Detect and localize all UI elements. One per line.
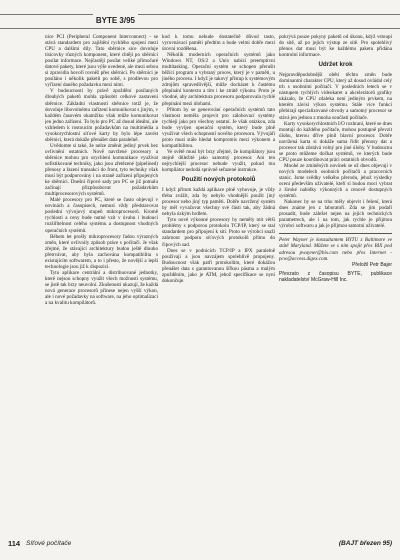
issue-label: (BAJT březen 95) [338, 540, 392, 547]
paragraph: Malé procesory pro PC, které se často objevují v novinách a časopisech, nemusí vždy představovat poslední vývojový stupeň mikroprocesorů. Kromě rychlosti a ceny bude nutné vzít v úvahu i budoucí rozšiřitelnost celého systému a dostupnost vhodných operačních systémů. [45, 197, 158, 234]
paragraph: Tyto aplikace centrální a distribuované jednotky, které nejsou schopny využít všech možností systému, se jistě tak brzy neuvolní. Zkušenosti ukazují, že každá nová generace procesorů přinese nejen vyšší výkon, ale i nové požadavky na software, na jeho optimalizaci a na kvalitu kompilátorů. [45, 269, 158, 307]
translator-credit: Přeložil Petr Bajer [351, 261, 392, 268]
column-3 [279, 34, 392, 532]
paragraph: Nejpravděpodobnější oběti těchto změn bude dominantní charakter CPU, který až dosud ovládal celý trh s osobními počítači. V posledních letech se v nástupem rychlých videokaret a akcelerátorů grafiky ukázalo, že CPU zdaleka není jediným prvkem, na kterém závisí výkon systému. Stále více funkcí přebírají specializované obvody a samotný procesor se stává jen jednou z mnoha součástí počítače. [279, 72, 392, 121]
paragraph: Nakonec by se na trhu měly objevit i řešení, která dnes známe jen z laboratoří. Zda se jim podaří prosadit, bude záležet nejen na jejich technických parametrech, ale i na tom, jak rychle je přijmou výrobci softwaru a jak je přijmou samotní uživatelé. [279, 199, 392, 230]
paragraph: Během let prošly mikroprocesory řadou výrazných změn, které ovlivnily způsob práce s počítači. Je však zřejmé, že stávající architektury budou ještě dlouho přetrvávat, aby byla zachována kompatibilita s existujícím softwarem, a to i přesto, že novější a lepší technologie jsou již k dispozici. [45, 233, 158, 270]
paragraph: nice PCI (Peripheral Component Interconnect) - se stává standardem pro zajištění rychlého spojení mezi CPU a dalšími díly. Tato sběrnice sice dovoluje tisícovky různých komponent, které chtějí po sběrnici posílat informace. Nejčastěji posílat veliké přímočaré datové pakety, které jsou výše uvedené, ale mezi sebou si zpravidla hovoří rovněž přes sběrnici. Po sběrnici je posíláno i několik paketů po sobě, s prodlevou pro vyřízení daného požadavku mezi nimi. [45, 34, 158, 89]
section-heading: Použití nových protokolů [181, 176, 256, 184]
page-number: 114 [8, 539, 21, 548]
section-name: Síťové počítače [26, 540, 72, 547]
divider [279, 233, 392, 234]
author-bio: Peter Wayner je konzultantem BYTU z Baltimore ve státě Maryland. Můžete se s ním spojit přes BIX pod adresou pwayner@bix.com nebo přes Internet - pcw@access.digex.com. [279, 237, 392, 262]
column-1 [45, 34, 158, 532]
paragraph: Ve světě musí být brzy zřejmé, že kompilátory jsou stejně důležité jako samotný procesor. Ani ten nejrychlejší procesor nebude využit, pokud mu kompilátor nedodá správně seřazené instrukce. [162, 148, 275, 174]
paragraph: kud k tomu nebude dostatečně důvod tasto, vyrovnávací paměti předtím a bude velmi dobře mezi úrovní rozdělena. [162, 34, 275, 53]
paragraph: Přitom by se generování operačních systémů tato vlastnost neměla projevit pro zálohovací systémy rychleji jako pro všechny ostatní. Je však otázkou, zda bude vyvíjen operační systém, který bude plně využívat všech schopností nového procesoru. Vývojáři proto musí stále hledat kompromis mezi výkonem a kompatibilitou. [162, 106, 275, 149]
section-heading: Udržet krok [318, 61, 353, 69]
paragraph: I když přitom každá aplikace plně vyhovuje, je vždy třeba zvážit, zda by nebylo vhodnější použít jiný procesor nebo jiný typ paměti. Dobře navržený systém by měl vyvažovat všechny své části tak, aby žádná nebyla úzkým hrdlem. [162, 187, 275, 218]
paragraph: Dnes se v podnicích TCP/IP a IPX paralelně používají a jsou navzájem spolehlivě propojeny. Budoucnost však patří protokolům, které dokážou přenášet data s garantovanou šířkou pásma a malým zpožděním, jako je ATM, jehož specifikace se nyní dokončuje. [162, 247, 275, 284]
running-header: BYTE 3/95 [93, 14, 138, 27]
column-2 [162, 34, 275, 532]
paragraph: Mnohé ze zmíněných novinek se už dnes objevují v nových modelech osobních počítačů a pracovních stanic. Jsme svědky velkého přerodu, jehož výsledky ocení především uživatelé, kteří si budou moci vybrat z široké nabídky výkonných a cenově dostupných systémů. [279, 162, 392, 200]
header-rule [0, 14, 400, 29]
page-footer [0, 539, 400, 549]
paragraph: Několik moderních operačních systémů jako Windows NT, OS/2 a Unix nabízí preemptivní multitasking. Operační systém se schopen přerušit běžící program a vybraný proces, který je v paměti, u jiného procesu. I když je takový přístup k systémovým zdrojům spravedlivější, může docházet k častému přepínání kontextu a tím i ke ztrátě výkonu. Proto je vhodné, aby architektura procesoru podporovala rychlé přepínání mezi úlohami. [162, 52, 275, 107]
paragraph: Uvědomte si také, že nelze změnit jediný prvek bez ovlivnění ostatních. Nově navržené procesory a sběrnice mohou pro urychlení komunikace využívat sofistikované techniky, jako jsou zřetězené (pipelined) přenosy a řazení transakcí do front, tyto techniky však musí být podporovány i na straně zařízení připojených ke sběrnici. Dnešní čipové sady pro PC se již pomalu začínají přizpůsobovat požadavkům multiprocesorových systémů. [45, 142, 158, 198]
paragraph: Tyto nové výkonné procesory by neměly mít větší problémy s podporou protokolu TCP/IP, který se stal standardem pro připojení k síti. Proto se výrobci snaží zahrnout podporu síťových protokolů přímo do čipových sad. [162, 217, 275, 248]
paragraph: Karty vysokorychlostních I/O rozhraní, které se dnes montují do každého počítače, mohou postupně převzít úlohu, kterou dříve plnil hlavní procesor. Dobře navržená karta si dokáže sama řídit přenosy dat a procesor tak zůstává volný pro jiné úlohy. V budoucnu se proto můžeme dočkat systémů, ve kterých bude CPU pouze koordinovat práci ostatních obvodů. [279, 120, 392, 163]
credits [279, 262, 392, 283]
source-credit: Převzato z časopisu BYTE, publikace nakladatelství McGraw-Hill Inc. [279, 270, 392, 283]
paragraph: pokrývá pouze pokyny paketů od úkonu, když vstoupí do sítě, až po jejich výstup ze sítě. Pro spolehlivý přenos dat musí být ke každému paketu přidána kontrolní informace. [279, 34, 392, 59]
paragraph: V budoucnosti by právě zpoždění posílaných dlouhých paketů mohla způsobit celkové zastavení sběrnice. Základní vlastností sběrnice totiž je, že dovoluje libovolnému zařízení komunikovat s jiným, v každém časovém okamžiku však může komunikovat jen jedno zařízení. To bylo pro PC až dosud ideální, ale vzhledem k rostoucím požadavkům na multimédia a vysokorychlostní síťové karty by bylo lépe zavést sběrnici, která dokáže přenášet data paralelně. [45, 88, 158, 143]
